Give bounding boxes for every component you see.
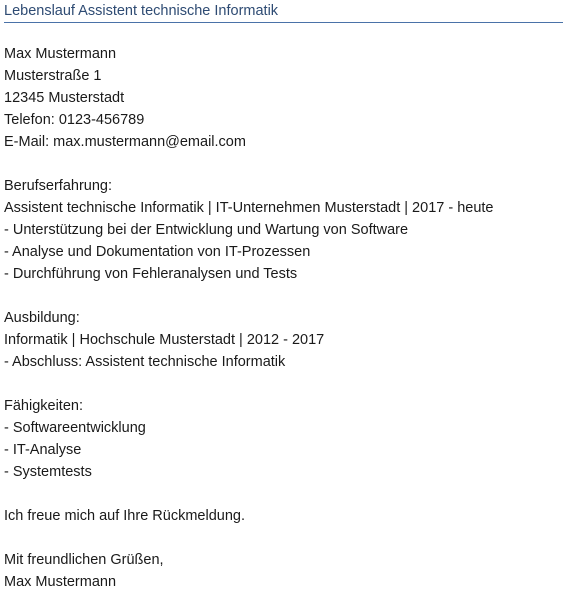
experience-position: Assistent technische Informatik | IT-Unternehmen Musterstadt | 2017 - heute — [4, 200, 494, 216]
contact-email: E-Mail: max.mustermann@email.com — [4, 134, 246, 150]
spacer — [4, 373, 563, 395]
education-entry: Informatik | Hochschule Musterstadt | 2012 - 2017 — [4, 332, 325, 348]
spacer — [4, 153, 563, 175]
contact-name: Max Mustermann — [4, 46, 117, 62]
list-item: - Unterstützung bei der Entwicklung und Wartung von Software — [4, 222, 409, 238]
spacer — [4, 483, 563, 505]
document-body — [4, 43, 563, 593]
list-item: - IT-Analyse — [4, 442, 82, 458]
contact-block — [4, 43, 563, 153]
spacer — [4, 527, 563, 549]
document-title: Lebenslauf Assistent technische Informatik — [4, 0, 563, 23]
list-item: - Softwareentwicklung — [4, 420, 146, 436]
skills-heading: Fähigkeiten: — [4, 398, 83, 414]
spacer — [4, 285, 563, 307]
skills-section — [4, 395, 563, 483]
list-item: - Durchführung von Fehleranalysen und Tests — [4, 266, 298, 282]
contact-city: 12345 Musterstadt — [4, 90, 125, 106]
education-heading: Ausbildung: — [4, 310, 80, 326]
list-item: - Systemtests — [4, 464, 92, 480]
experience-section — [4, 175, 563, 285]
closing-greeting: Mit freundlichen Grüßen, — [4, 552, 164, 568]
closing-sentence: Ich freue mich auf Ihre Rückmeldung. — [4, 508, 245, 524]
list-item: - Analyse und Dokumentation von IT-Prozessen — [4, 244, 311, 260]
signature-name: Max Mustermann — [4, 574, 117, 590]
list-item: - Abschluss: Assistent technische Informatik — [4, 354, 286, 370]
contact-street: Musterstraße 1 — [4, 68, 102, 84]
experience-heading: Berufserfahrung: — [4, 178, 113, 194]
contact-phone: Telefon: 0123-456789 — [4, 112, 145, 128]
education-section — [4, 307, 563, 373]
